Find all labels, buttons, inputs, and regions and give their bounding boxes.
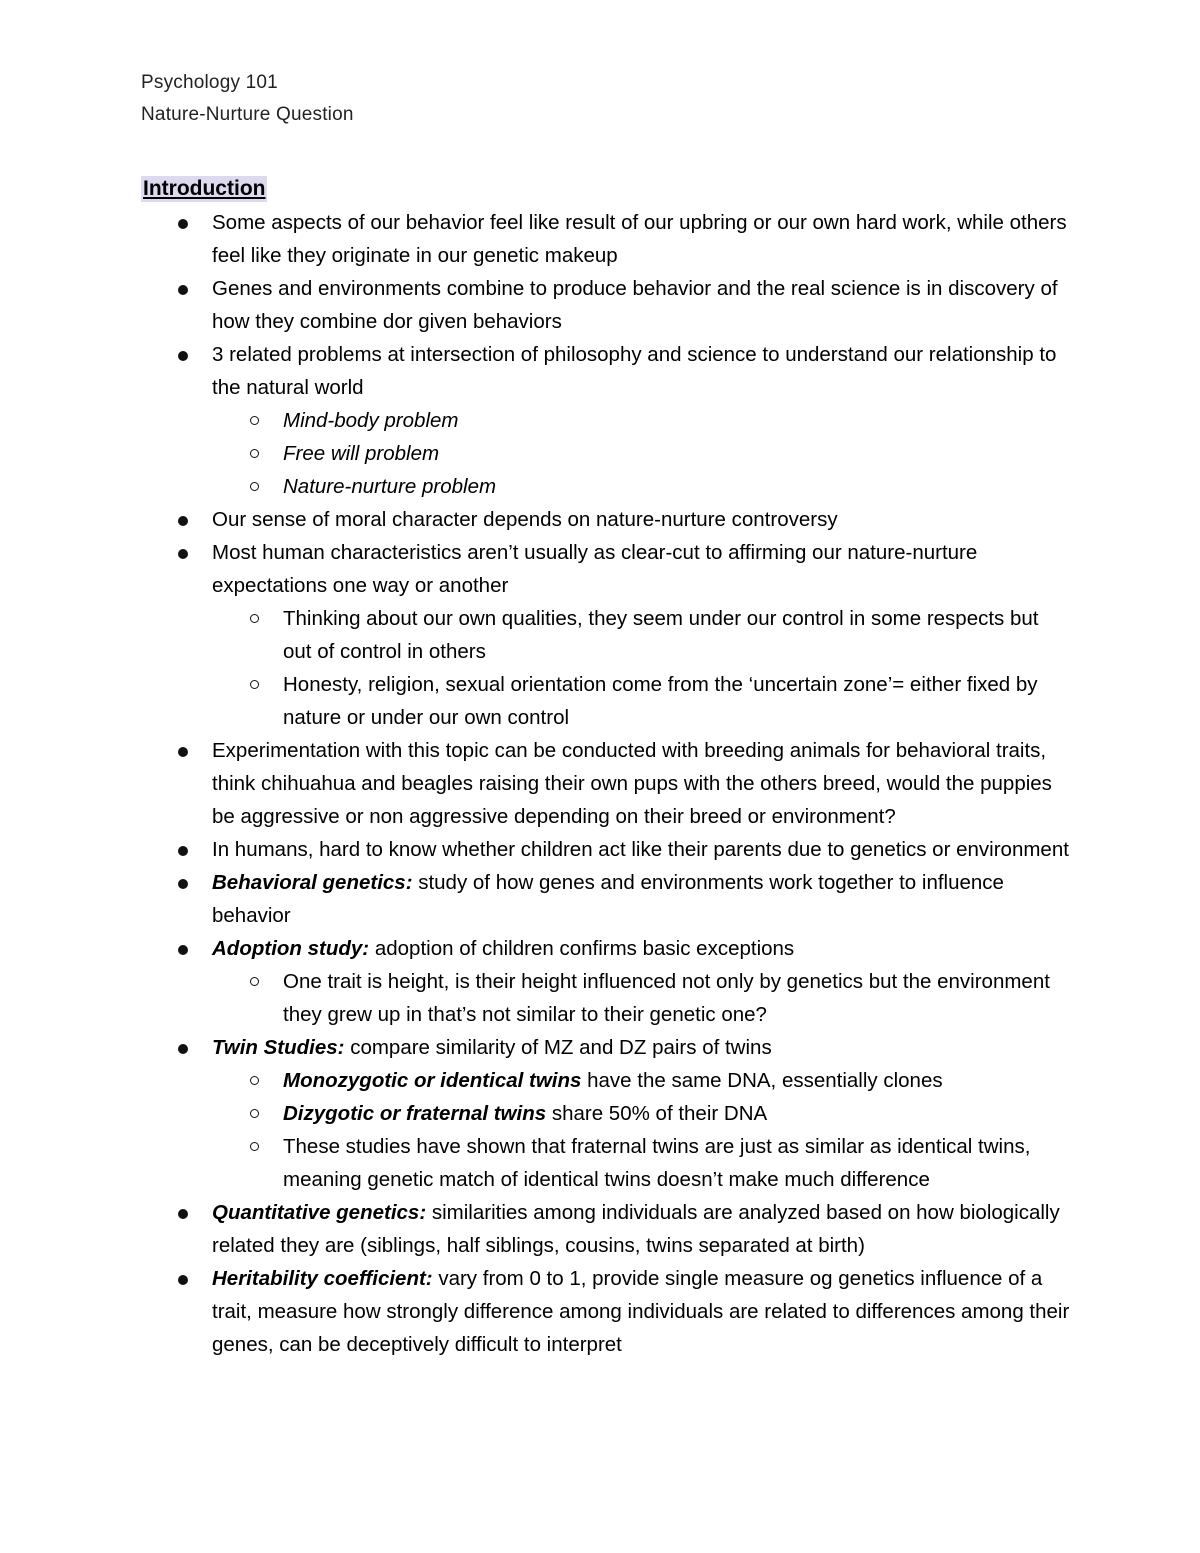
list-item: Our sense of moral character depends on nature-nurture controversy: [0, 503, 1200, 536]
sub-list-item: Honesty, religion, sexual orientation come from the ‘uncertain zone’= either fixed by nature or under our own control: [212, 668, 1070, 734]
list-item: Some aspects of our behavior feel like result of our upbring or our own hard work, while others feel like they originate in our genetic makeup: [0, 206, 1200, 272]
sub-list-item: Mind-body problem: [212, 404, 1070, 437]
circle-bullet-icon: [250, 416, 259, 425]
list-item: Adoption study: adoption of children confirms basic exceptions One trait is height, is their height influenced not only by genetics but the environment they grew up in that’s not similar to their genetic one?: [0, 932, 1200, 1031]
bullet-icon: [178, 945, 188, 955]
bullet-icon: [178, 1275, 188, 1285]
circle-bullet-icon: [250, 1109, 259, 1118]
list-item: 3 related problems at intersection of philosophy and science to understand our relationship to the natural world Mind-body problem Free will problem Nature-nurture problem: [0, 338, 1200, 503]
circle-bullet-icon: [250, 977, 259, 986]
section-heading: Introduction: [143, 177, 266, 200]
list-item: Twin Studies: compare similarity of MZ and DZ pairs of twins Monozygotic or identical twins have the same DNA, essentially clones Dizygotic or fraternal twins share 50% of their DNA These studies have shown that fraternal twins are just as similar as identical twins, meaning genetic match of identical twins doesn’t make much difference: [0, 1031, 1200, 1196]
circle-bullet-icon: [250, 449, 259, 458]
term: Heritability coefficient:: [212, 1267, 433, 1290]
bullet-icon: [178, 1209, 188, 1219]
list-item: Heritability coefficient: vary from 0 to 1, provide single measure og genetics influence of a trait, measure how strongly difference among individuals are related to differences among their genes, can be deceptively difficult to interpret: [0, 1262, 1200, 1361]
term: Monozygotic or identical twins: [283, 1069, 582, 1092]
bullet-icon: [178, 516, 188, 526]
sub-list-item: Dizygotic or fraternal twins share 50% of their DNA: [212, 1097, 1070, 1130]
term: Dizygotic or fraternal twins: [283, 1102, 547, 1125]
term: Twin Studies:: [212, 1036, 345, 1059]
list-item: Genes and environments combine to produce behavior and the real science is in discovery of how they combine dor given behaviors: [0, 272, 1200, 338]
sub-list-item: Monozygotic or identical twins have the same DNA, essentially clones: [212, 1064, 1070, 1097]
sub-list-item: One trait is height, is their height influenced not only by genetics but the environment they grew up in that’s not similar to their genetic one?: [212, 965, 1070, 1031]
sub-list-item: Nature-nurture problem: [212, 470, 1070, 503]
bullet-icon: [178, 879, 188, 889]
bullet-icon: [178, 351, 188, 361]
course-title: Psychology 101: [141, 72, 278, 93]
bullet-icon: [178, 219, 188, 229]
circle-bullet-icon: [250, 680, 259, 689]
sub-list-item: Thinking about our own qualities, they seem under our control in some respects but out of control in others: [212, 602, 1070, 668]
circle-bullet-icon: [250, 1076, 259, 1085]
term: Adoption study:: [212, 937, 370, 960]
list-item: Experimentation with this topic can be conducted with breeding animals for behavioral traits, think chihuahua and beagles raising their own pups with the others breed, would the puppies be aggressive or non aggressive depending on their breed or environment?: [0, 734, 1200, 833]
circle-bullet-icon: [250, 1142, 259, 1151]
bullet-icon: [178, 747, 188, 757]
topic-title: Nature-Nurture Question: [141, 104, 354, 125]
circle-bullet-icon: [250, 614, 259, 623]
term: Quantitative genetics:: [212, 1201, 427, 1224]
bullet-icon: [178, 285, 188, 295]
sub-list-item: These studies have shown that fraternal twins are just as similar as identical twins, meaning genetic match of identical twins doesn’t make much difference: [212, 1130, 1070, 1196]
bullet-icon: [178, 1044, 188, 1054]
list-item: Behavioral genetics: study of how genes and environments work together to influence behavior: [0, 866, 1200, 932]
circle-bullet-icon: [250, 482, 259, 491]
bullet-icon: [178, 846, 188, 856]
list-item: Most human characteristics aren’t usually as clear-cut to affirming our nature-nurture expectations one way or another Thinking about our own qualities, they seem under our control in some respects but out of control in others Honesty, religion, sexual orientation come from the ‘uncertain zone’= either fixed by nature or under our own control: [0, 536, 1200, 734]
sub-list-item: Free will problem: [212, 437, 1070, 470]
list-item: Quantitative genetics: similarities among individuals are analyzed based on how biologically related they are (siblings, half siblings, cousins, twins separated at birth): [0, 1196, 1200, 1262]
bullet-icon: [178, 549, 188, 559]
term: Behavioral genetics:: [212, 871, 413, 894]
notes-list: [0, 206, 1200, 1361]
list-item: In humans, hard to know whether children act like their parents due to genetics or environment: [0, 833, 1200, 866]
